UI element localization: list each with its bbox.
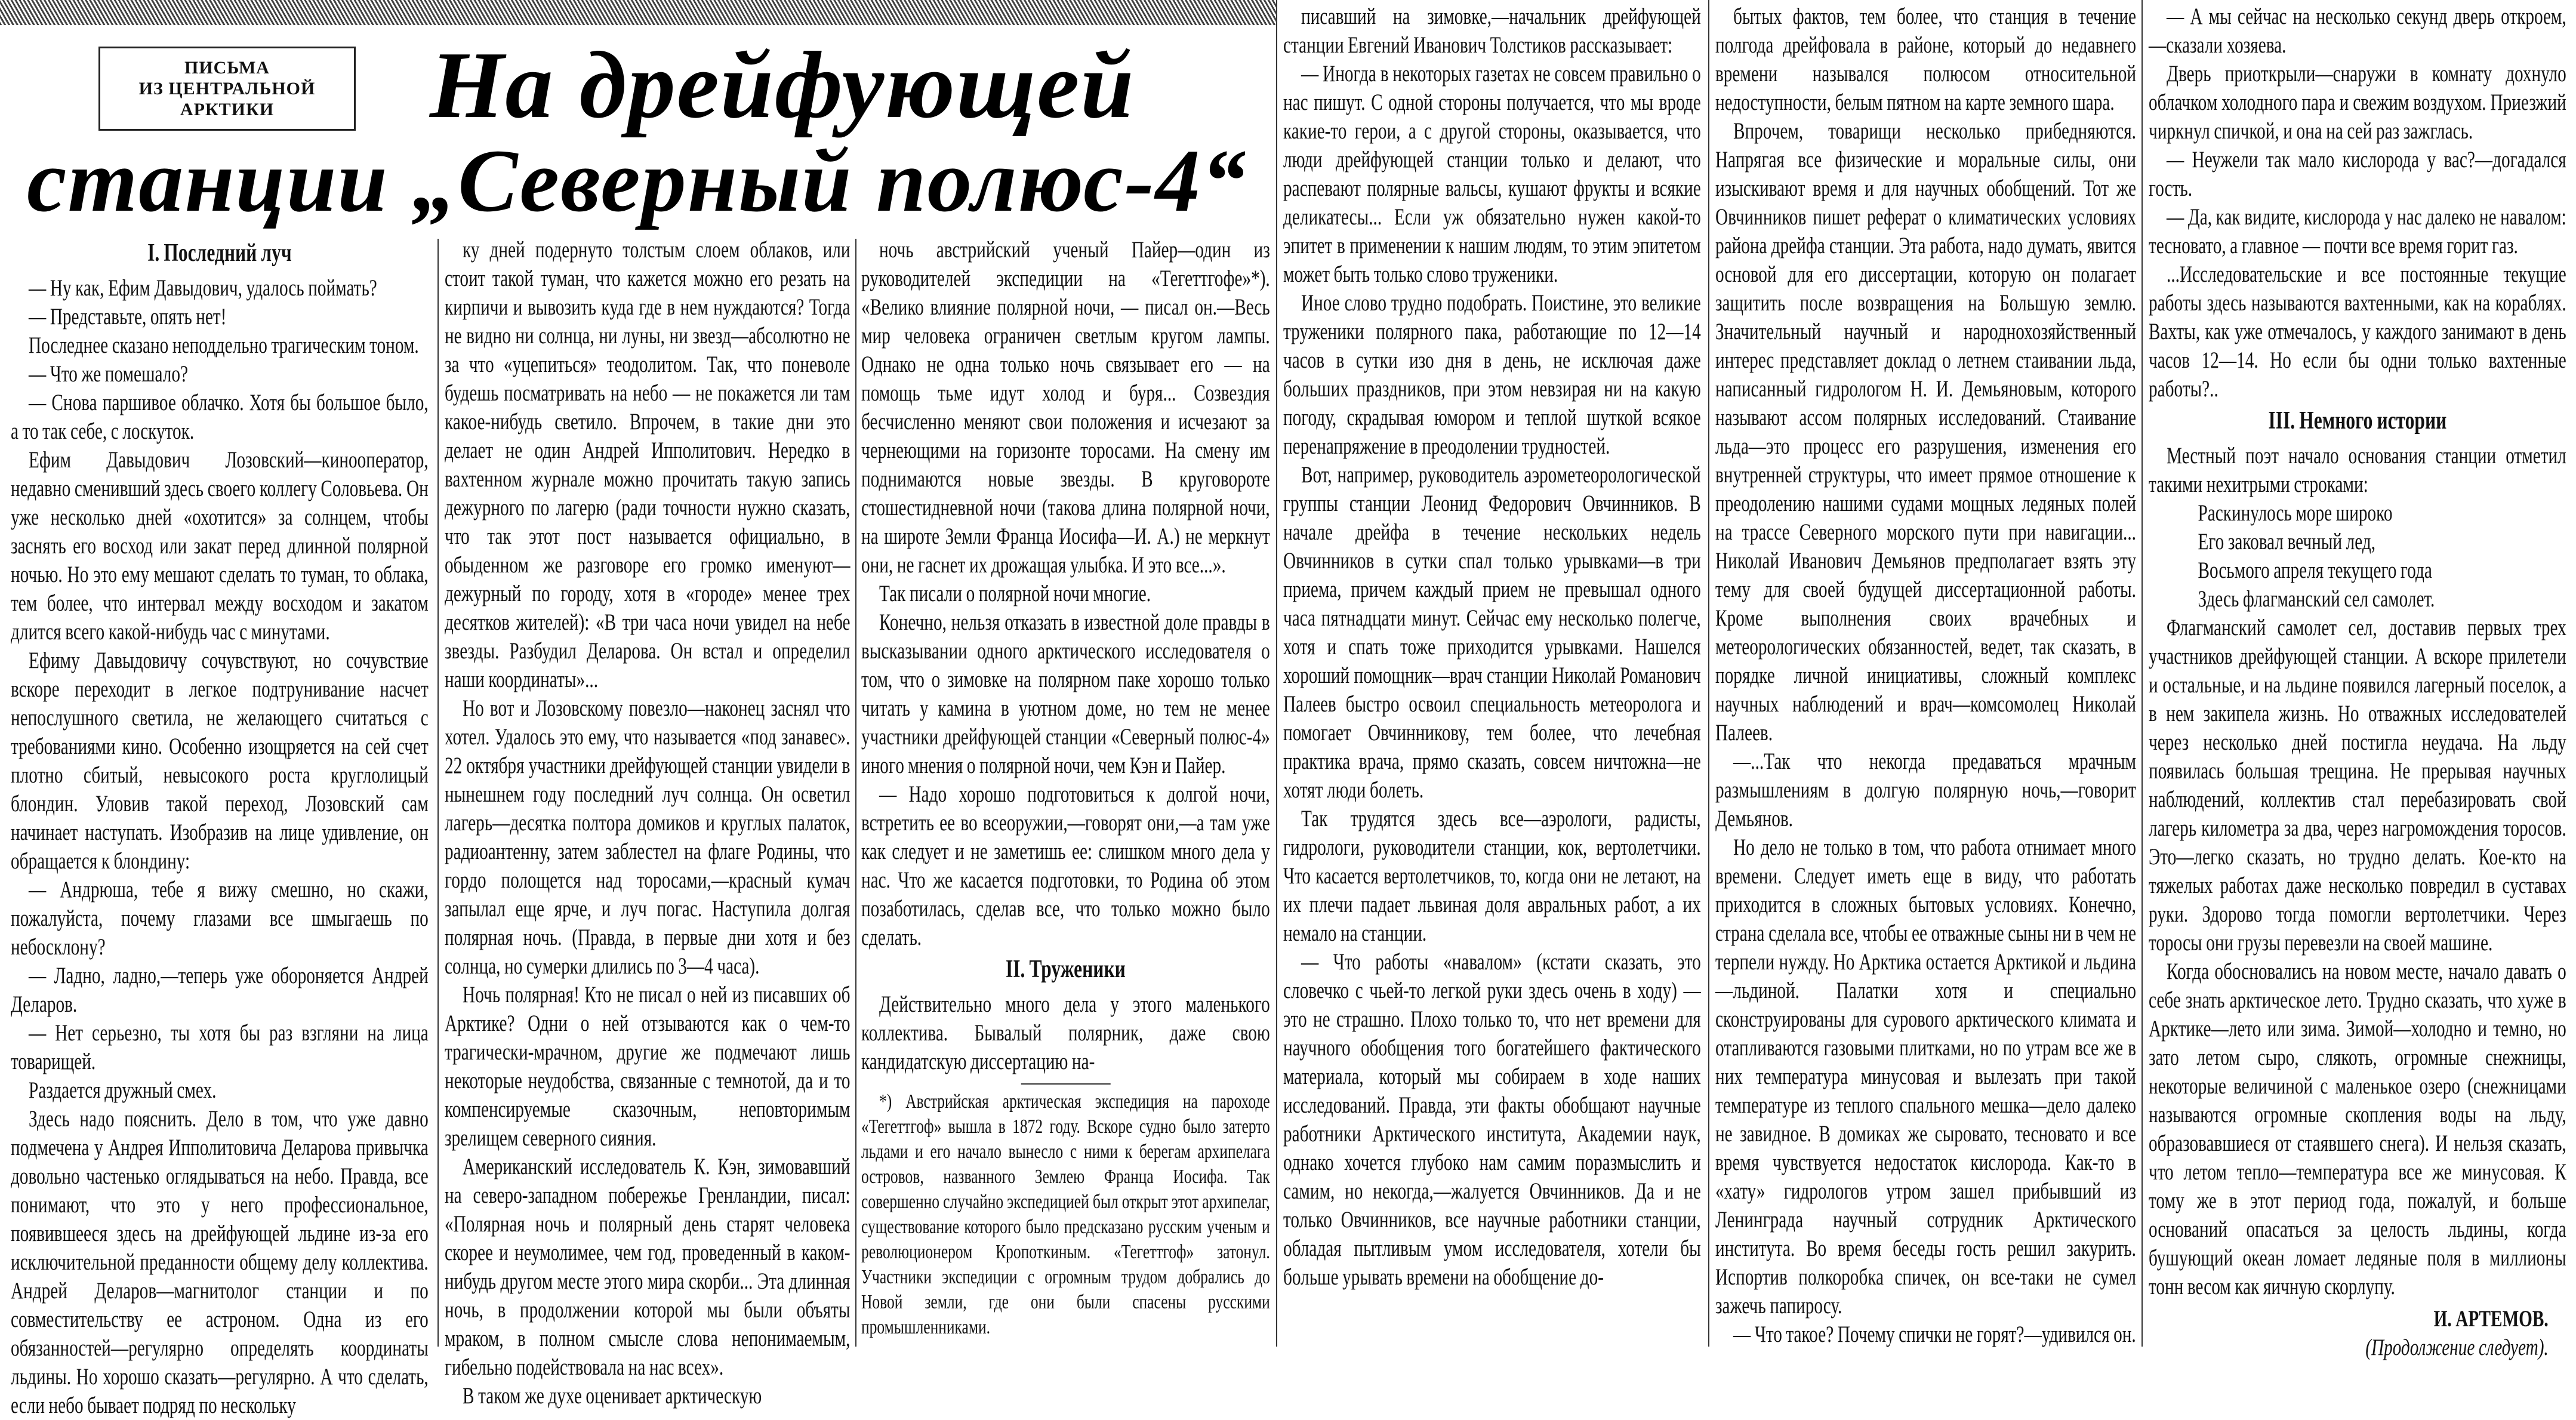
paragraph: Раздается дружный смех.: [29, 1077, 217, 1103]
column-divider: [1276, 0, 1277, 1347]
paragraph: Действительно много дела у этого маленького коллектива. Бывалый полярник, даже свою кандидатскую диссертацию на-: [861, 991, 1270, 1074]
continuation-note: (Продолжение следует).: [2365, 1335, 2549, 1360]
paragraph: Ефиму Давыдовичу сочувствуют, но сочувствие вскоре переходит в легкое подтрунивание насчет непослушного светила, не желающего считаться с требованиями кино. Особенно изощряется на сей счет плотно сбитый, невысокого роста круглолицый блондин. Уловив такой переход, Лозовский сам начинает наступать. Изобразив на лице удивление, он обращается к блондину:: [11, 648, 429, 874]
paragraph: Но дело не только в том, что работа отнимает много времени. Следует иметь еще в виду, что работать приходится в сложных бытовых условиях. Конечно, страна сделала все, чтобы ее отважные сыны ни в чем не терпели нужду. Но Арктика остается Арктикой и льдина—льдиной. Палатки хотя и специально сконструированы для сурового арктического климата и отапливаются газовыми плитками, но по утрам все же в них температура минусовая и вылезать при такой температуре из теплого спального мешка—дело далеко не завидное. В домиках же сыровато, тесновато и все время чувствуется недостаток кислорода. Как-то в «хату» гидрологов утром зашел прибывший из Ленинграда научный сотрудник Арктического института. Во время беседы гость решил закурить. Испортив полкоробка спичек, он все-таки не сумел зажечь папиросу.: [1715, 834, 2136, 1319]
paragraph: бытых фактов, тем более, что станция в течение полгода дрейфовала в районе, который до недавнего времени назывался полюсом относительной недоступности, белым пятном на карте земного шара.: [1715, 4, 2136, 115]
paragraph: — Что работы «навалом» (кстати сказать, это словечко с чьей-то легкой руки здесь очень в ходу) — это не страшно. Плохо только то, что нет времени для научного обобщения того богатейшего фактического материала, который мы собираем в ходе наших исследований. Правда, эти факты обобщают научные работники Арктического института, Академии наук, однако хочется глубоко нам самим поразмыслить и самим, но некогда,—жалуется Овчинников. Да и не только Овчинников, все научные работники станции, обладая пытливым умом исследователя, хотели бы больше урывать времени на обобщение до-: [1283, 949, 1701, 1290]
paragraph: ку дней подернуто толстым слоем облаков, или стоит такой туман, что кажется можно его резать на кирпичи и вывозить куда где в нем нуждаются? Тогда не видно ни солнца, ни луны, ни звезд—абсолютно не за что «уцепиться» теодолитом. Так, что поневоле будешь посматривать на небо — не покажется ли там какое-нибудь светило. Впрочем, в такие дни это делает не один Андрей Ипполитович. Нередко в вахтенном журнале можно прочитать такую запись дежурного по лагерю (ради точности нужно сказать, что так этот пост называется официально, в обыденном же разговоре его громко именуют—дежурный по городу, хотя в «городе» менее трех десятков жителей): «В три часа ночи увидел на небе звезды. Разбудил Деларова. Он встал и определил наши координаты»...: [445, 237, 851, 692]
paragraph: Местный поэт начало основания станции отметил такими нехитрыми строками:: [2149, 443, 2566, 497]
paragraph: — А мы сейчас на несколько секунд дверь откроем,—сказали хозяева.: [2149, 4, 2566, 58]
paragraph: Флагманский самолет сел, доставив первых трех участников дрейфующей станции. А вскоре прилетели и остальные, и на льдине появился лагерный поселок, а в нем закипела жизнь. Но отважных исследователей через несколько дней постигла неудача. На льду появилась большая трещина. Не прерывая научных наблюдений, коллектив стал перебазировать свой лагерь километра за два, через нагромождения торосов. Это—легко сказать, но трудно делать. Кое-кто на тяжелых работах даже несколько повредил в суставах руки. Здорово тогда помогли вертолетчики. Через торосы они грузы перевезли на своей машине.: [2149, 615, 2566, 956]
rubric-line: ПИСЬМА: [184, 58, 270, 78]
headline-line-1: На дрейфующей: [430, 32, 1135, 138]
paragraph: Но вот и Лозовскому повезло—наконец заснял что хотел. Удалось это ему, что называется «под занавес». 22 октября участники дрейфующей станции увидели в нынешнем году последний луч солнца. Он осветил лагерь—десятка полтора домиков и круглых палаток, радиоантенну, затем заблестел на флаге Родины, что гордо полощется над торосами,—красный кумач запылал еще ярче, и луч погас. Наступила долгая полярная ночь. (Правда, в первые дни хотя и без солнца, но сумерки длились по 3—4 часа).: [445, 695, 851, 979]
hatched-header-band: [0, 0, 1277, 25]
section-heading: III. Немного истории: [2268, 407, 2447, 435]
article-column-1: [11, 236, 429, 1420]
paragraph: ночь австрийский ученый Пайер—один из руководителей экспедиции на «Тегеттгофе»*). «Велико влияние полярной ночи, — писал он.—Весь мир человека ограничен светлым кругом лампы. Однако не одна только ночь связывает его — на помощь тьме идут холод и буря... Созвездия бесчисленно меняют свои положения и исчезают за чернеющими на горизонте торосами. На смену им поднимаются новые звезды. В круговороте стошестидневной ночи (такова длина полярной ночи, на широте Земли Франца Иосифа—И. А.) не меркнут они, не гаснет их дрожащая улыбка. И это все...».: [861, 237, 1270, 578]
paragraph: — Да, как видите, кислорода у нас далеко не навалом: тесновато, а главное — почти все время горит газ.: [2149, 204, 2566, 258]
paragraph: Ефим Давыдович Лозовский—кинооператор, недавно сменивший здесь своего коллегу Соловьева. Он уже несколько дней «охотится» за солнцем, чтобы заснять его восход или закат перед длинной полярной ночью. Но это ему мешают сделать то туман, то облака, тем более, что интервал между восходом и закатом длится всего какой-нибудь час с минутами.: [11, 447, 429, 645]
paragraph: писавший на зимовке,—начальник дрейфующей станции Евгений Иванович Толстиков рассказывает:: [1283, 4, 1701, 58]
poem-line: Восьмого апреля текущего года: [2198, 557, 2432, 583]
paragraph: — Нет серьезно, ты хотя бы раз взгляни на лица товарищей.: [11, 1020, 429, 1074]
paragraph: — Андрюша, тебе я вижу смешно, но скажи, пожалуйста, почему глазами все шмыгаешь по небосклону?: [11, 877, 429, 960]
paragraph: — Неужели так мало кислорода у вас?—догадался гость.: [2149, 147, 2566, 201]
paragraph: ...Исследовательские и все постоянные текущие работы здесь называются вахтенными, как на кораблях. Вахты, как уже отмечалось, у каждого занимают в день часов 12—14. Но если бы одни только вахтенные работы?..: [2149, 261, 2566, 402]
paragraph: Вот, например, руководитель аэрометеорологической группы станции Леонид Федорович Овчинников. В начале дрейфа в течение нескольких недель Овчинников в сутки спал только урывками—в три приема, причем каждый прием не превышал одного часа пятнадцати минут. Сейчас ему несколько полегче, хотя и спать тоже приходится урывками. Нашелся хороший помощник—врач станции Николай Романович Палеев быстро освоил специальность метеоролога и помогает Овчинникову, тем более, что лечебная практика врача, прямо сказать, совсем ничтожна—не хотят люди болеть.: [1283, 462, 1701, 803]
poem-line: Раскинулось море широко: [2198, 500, 2393, 526]
rubric-box: [98, 47, 356, 131]
paragraph: — Надо хорошо подготовиться к долгой ночи, встретить ее во всеоружии,—говорят они,—а там уже как следует и не заметишь ее: слишком много дела у нас. Что же касается подготовки, то Родина об этом позаботилась, сделав все, что только можно было сделать.: [861, 781, 1270, 950]
section-heading: II. Труженики: [1005, 956, 1126, 983]
paragraph: Здесь надо пояснить. Дело в том, что уже давно подмечена у Андрея Ипполитовича Деларова привычка довольно частенько оглядываться на небо. Правда, все понимают, что это у него профессиональное, появившееся здесь на дрейфующей льдине из-за его исключительной преданности общему делу коллектива. Андрей Деларов—магнитолог станции и по совместительству ее астроном. Одна из его обязанностей—регулярно определять координаты льдины. Но хорошо сказать—регулярно. А что сделать, если небо бывает подряд по нескольку: [11, 1106, 429, 1418]
article-column-2: [445, 236, 851, 1410]
paragraph: — Ладно, ладно,—теперь уже обороняется Андрей Деларов.: [11, 963, 429, 1017]
column-divider: [2141, 0, 2143, 1347]
paragraph: —...Так что некогда предаваться мрачным размышлениям в долгую полярную ночь,—говорит Демьянов.: [1715, 748, 2136, 831]
column-divider: [1708, 0, 1709, 1347]
paragraph: Когда обосновались на новом месте, начало давать о себе знать арктическое лето. Трудно сказать, что хуже в Арктике—лето или зима. Зимой—холодно и темно, но зато летом сыро, слякоть, огромные снежницы, некоторые величиной с маленькое озеро (снежницами называются огромные скопления воды на льду, образовавшиеся от стаявшего снега). И нельзя сказать, что летом тепло—температура все же минусовая. К тому же в этот период года, пожалуй, и больше оснований опасаться за целость льдины, когда бушующий океан ломает ледяные поля в миллионы тонн весом как яичную скорлупу.: [2149, 959, 2566, 1299]
paragraph: Впрочем, товарищи несколько прибедняются. Напрягая все физические и моральные силы, они изыскивают время и для научных обобщений. Тот же Овчинников пишет реферат о климатических условиях района дрейфа станции. Эта работа, надо думать, явится основой для его диссертации, которую он полагает защитить после возвращения на Большую землю. Значительный научный и народнохозяйственный интерес представляет доклад о летнем стаивании льда, написанный гидрологом Н. И. Демьяновым, которого называют ассом полярных исследований. Стаивание льда—это процесс его разрушения, изменения его внутренней структуры, что имеет прямое отношение к преодолению нашими судами мощных ледяных полей на трассе Северного морского пути при навигации... Николай Иванович Демьянов предполагает взять эту тему для своей будущей диссертационной работы. Кроме выполнения своих врачебных и метеорологических обязанностей, ведет, так сказать, в порядке личной инициативы, сложный комплекс научных наблюдений и врач—комсомолец Николай Палеев.: [1715, 118, 2136, 746]
paragraph: Конечно, нельзя отказать в известной доле правды в высказывании одного арктического исследователя о том, что о зимовке на полярном паке хорошо только читать у камина в уютном доме, но тем не менее участники дрейфующей станции «Северный полюс-4» иного мнения о полярной ночи, чем Кэн и Пайер.: [861, 609, 1270, 778]
article-column-3: [861, 236, 1270, 1340]
article-column-5: [1715, 2, 2136, 1349]
rubric-line: ИЗ ЦЕНТРАЛЬНОЙ: [138, 79, 316, 98]
paragraph: Последнее сказано неподдельно трагическим тоном.: [29, 332, 419, 358]
footnote-divider: [1021, 1083, 1110, 1085]
poem-line: Его заковал вечный лед,: [2198, 529, 2376, 555]
section-heading: I. Последний луч: [147, 239, 292, 267]
column-divider: [855, 239, 856, 1347]
paragraph: Ночь полярная! Кто не писал о ней из писавших об Арктике? Одни о ней отзываются как о чем-то трагически-мрачном, другие же подмечают лишь некоторые неудобства, связанные с темнотой, да и то компенсируемые сказочным, неповторимым зрелищем северного сияния.: [445, 982, 851, 1151]
paragraph: — Что такое? Почему спички не горят?—удивился он.: [1733, 1322, 2136, 1347]
paragraph: — Что же помешало?: [29, 361, 188, 387]
article-column-4: [1283, 2, 1701, 1292]
poem-line: Здесь флагманский сел самолет.: [2198, 586, 2435, 612]
paragraph: Американский исследователь К. Кэн, зимовавший на северо-западном побережье Гренландии, писал: «Полярная ночь и полярный день старят человека скорее и неумолимее, чем год, проведенный в каком-нибудь другом месте этого мира скорби... Эта длинная ночь, в продолжении которой мы были объяты мраком, в полном смысле слова непонимаемым, гибельно подействовала на нас всех».: [445, 1154, 851, 1380]
paragraph: — Иногда в некоторых газетах не совсем правильно о нас пишут. С одной стороны получается, что мы вроде какие-то герои, а с другой стороны, оказывается, что люди дрейфующей станции только и делают, что распевают полярные вальсы, кушают фрукты и всякие деликатесы... Если уж обязательно нужен какой-то эпитет в применении к нашим людям, то этим эпитетом может быть только слово труженики.: [1283, 61, 1701, 287]
column-divider: [437, 239, 439, 1347]
paragraph: — Ну как, Ефим Давыдович, удалось поймать?: [29, 275, 377, 301]
paragraph: — Снова паршивое облачко. Хотя бы большое было, а то так себе, с лоскуток.: [11, 390, 429, 444]
headline-line-2: станции „Северный полюс-4“: [27, 131, 1247, 230]
rubric-line: АРКТИКИ: [180, 100, 275, 119]
paragraph: Так трудятся здесь все—аэрологи, радисты, гидрологи, руководители станции, кок, вертолетчики. Что касается вертолетчиков, то, когда они не летают, на их плечи падает львиная доля авральных работ, а их немало на станции.: [1283, 806, 1701, 946]
paragraph: Так писали о полярной ночи многие.: [879, 581, 1151, 606]
paragraph: В таком же духе оценивает арктическую: [463, 1383, 762, 1409]
author-signature: И. АРТЕМОВ.: [2433, 1306, 2549, 1332]
paragraph: Иное слово трудно подобрать. Поистине, это великие труженики полярного пака, работающие по 12—14 часов в сутки изо дня в день, не исключая даже больших праздников, при этом невзирая ни на какую погоду, скрадывая юмором и теплой шуткой всякое перенапряжение в преодолении трудностей.: [1283, 290, 1701, 459]
paragraph: — Представьте, опять нет!: [29, 304, 227, 329]
footnote: *) Австрийская арктическая экспедиция на пароходе «Тегеттгоф» вышла в 1872 году. Вскоре судно было затерто льдами и его начало вынесло с ними к берегам архипелага островов, названного Землею Франца Иосифа. Так совершенно случайно экспедицией был открыт этот архипелаг, существование которого было предсказано русским ученым и революционером Кропоткиным. «Тегеттгоф» затонул. Участники экспедиции с огромным трудом добрались до Новой земли, где они были спасены русскими промышленниками.: [861, 1091, 1270, 1338]
paragraph: Дверь приоткрыли—снаружи в комнату дохнуло облачком холодного пара и свежим воздухом. Приезжий чиркнул спичкой, и она на сей раз зажглась.: [2149, 61, 2566, 144]
article-column-6: [2149, 2, 2566, 1362]
